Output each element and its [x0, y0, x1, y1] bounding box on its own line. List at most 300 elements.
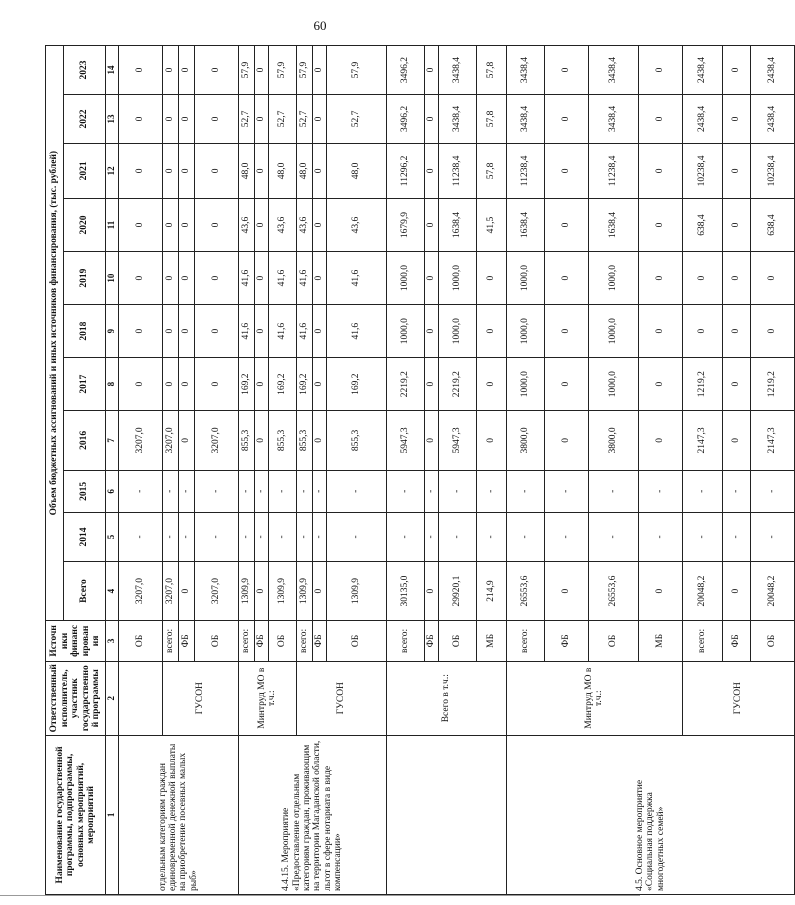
responsible-executor: Минтруд МО в т.ч.:	[506, 661, 682, 735]
column-number: 10	[106, 252, 119, 305]
year-value: -	[238, 513, 254, 562]
year-value: 48,0	[326, 143, 386, 198]
column-number: 5	[106, 513, 119, 562]
year-value: 0	[424, 411, 438, 470]
total-value: 1309,9	[326, 561, 386, 620]
year-value: 0	[544, 252, 588, 305]
year-value: 0	[162, 46, 178, 95]
year-value: 10238,4	[750, 143, 794, 198]
year-value: 169,2	[296, 358, 312, 411]
header-year: 2020	[64, 199, 106, 252]
funding-source: ФБ	[544, 621, 588, 661]
column-number: 8	[106, 358, 119, 411]
funding-source: ФБ	[312, 621, 326, 661]
funding-source: ФБ	[424, 621, 438, 661]
year-value: 2438,4	[682, 95, 722, 144]
year-value: 0	[424, 252, 438, 305]
year-value: 0	[312, 305, 326, 358]
year-value: -	[386, 470, 424, 512]
year-value: 1679,9	[386, 199, 424, 252]
year-value: 0	[722, 143, 750, 198]
year-value: 41,6	[268, 305, 296, 358]
year-value: 0	[178, 143, 194, 198]
year-value: 0	[638, 46, 682, 95]
year-value: 1000,0	[386, 305, 424, 358]
total-value: 0	[178, 561, 194, 620]
year-value: 2438,4	[682, 46, 722, 95]
year-value: 41,6	[296, 252, 312, 305]
column-number: 12	[106, 143, 119, 198]
measure-name: 4.4.15. Мероприятие «Предоставление отдельным категориям граждан, проживающим на территории Магаданской области, льгот в сфере нотариата в виде компенсации»	[238, 735, 386, 894]
header-year: 2016	[64, 411, 106, 470]
year-value: 0	[638, 358, 682, 411]
year-value: 0	[722, 358, 750, 411]
funding-source: ОБ	[194, 621, 238, 661]
year-value: 10238,4	[682, 143, 722, 198]
year-value: 1638,4	[506, 199, 544, 252]
year-value: 1219,2	[682, 358, 722, 411]
year-value: 0	[424, 143, 438, 198]
funding-source: ОБ	[268, 621, 296, 661]
year-value: 0	[254, 305, 268, 358]
year-value: 0	[178, 411, 194, 470]
year-value: 169,2	[238, 358, 254, 411]
year-value: 3496,2	[386, 46, 424, 95]
year-value: 11238,4	[588, 143, 638, 198]
year-value: 43,6	[268, 199, 296, 252]
year-value: 0	[682, 305, 722, 358]
year-value: -	[386, 513, 424, 562]
year-value: -	[312, 513, 326, 562]
measure-name: 4.5. Основное мероприятие «Социальная поддержка многодетных семей»	[506, 735, 794, 894]
total-value: 26553,6	[506, 561, 544, 620]
year-value: -	[722, 470, 750, 512]
year-value: 0	[118, 143, 162, 198]
total-value: 20048,2	[750, 561, 794, 620]
footer-rule	[0, 895, 640, 896]
year-value: -	[254, 470, 268, 512]
year-value: -	[296, 513, 312, 562]
year-value: 0	[476, 305, 506, 358]
year-value: 3438,4	[588, 95, 638, 144]
total-value: 30135,0	[386, 561, 424, 620]
year-value: 0	[312, 46, 326, 95]
year-value: 52,7	[296, 95, 312, 144]
year-value: 0	[162, 358, 178, 411]
year-value: 43,6	[326, 199, 386, 252]
year-value: -	[750, 513, 794, 562]
year-value: 0	[638, 411, 682, 470]
year-value: 0	[162, 252, 178, 305]
year-value: -	[178, 470, 194, 512]
responsible-executor	[118, 661, 162, 735]
year-value: 57,9	[326, 46, 386, 95]
table-row	[506, 46, 544, 895]
year-value: 638,4	[750, 199, 794, 252]
year-value: 0	[424, 199, 438, 252]
year-value: 57,9	[238, 46, 254, 95]
year-value: 0	[162, 143, 178, 198]
table-row	[386, 46, 424, 895]
total-value: 0	[544, 561, 588, 620]
funding-source: ОБ	[118, 621, 162, 661]
year-value: -	[268, 470, 296, 512]
funding-source: всего:	[386, 621, 424, 661]
column-number: 1	[106, 735, 119, 894]
year-value: 0	[424, 46, 438, 95]
funding-source: ОБ	[588, 621, 638, 661]
year-value: 0	[312, 95, 326, 144]
funding-source: ОБ	[326, 621, 386, 661]
funding-source: всего:	[162, 621, 178, 661]
year-value: 1000,0	[588, 358, 638, 411]
year-value: 0	[312, 143, 326, 198]
year-value: -	[544, 513, 588, 562]
year-value: 48,0	[238, 143, 254, 198]
year-value: 0	[476, 411, 506, 470]
column-number: 7	[106, 411, 119, 470]
year-value: 3496,2	[386, 95, 424, 144]
year-value: 1000,0	[438, 305, 476, 358]
total-value: 29920,1	[438, 561, 476, 620]
year-value: -	[194, 470, 238, 512]
year-value: 0	[118, 252, 162, 305]
year-value: -	[588, 513, 638, 562]
year-value: 43,6	[296, 199, 312, 252]
year-value: 0	[254, 95, 268, 144]
year-value: 52,7	[326, 95, 386, 144]
year-value: 169,2	[268, 358, 296, 411]
year-value: 0	[118, 305, 162, 358]
year-value: -	[750, 470, 794, 512]
column-number: 13	[106, 95, 119, 144]
funding-source: ФБ	[178, 621, 194, 661]
year-value: 11238,4	[438, 143, 476, 198]
year-value: 0	[544, 143, 588, 198]
year-value: 0	[424, 95, 438, 144]
year-value: 2438,4	[750, 95, 794, 144]
funding-source: всего:	[506, 621, 544, 661]
year-value: 48,0	[296, 143, 312, 198]
year-value: 0	[194, 305, 238, 358]
measure-name: отдельным категориям граждан единовременной денежной выплаты на приобретение посевных малых рыб»	[118, 735, 238, 894]
page-number: 60	[313, 18, 327, 33]
year-value: 0	[476, 252, 506, 305]
year-value: 0	[162, 199, 178, 252]
year-value: 0	[750, 252, 794, 305]
total-value: 1309,9	[238, 561, 254, 620]
responsible-executor: Всего в т.ч.:	[386, 661, 506, 735]
year-value: 0	[178, 199, 194, 252]
funding-source: ОБ	[750, 621, 794, 661]
year-value: -	[506, 513, 544, 562]
year-value: -	[162, 513, 178, 562]
total-value: 1309,9	[268, 561, 296, 620]
year-value: 1000,0	[506, 252, 544, 305]
year-value: 43,6	[238, 199, 254, 252]
year-value: 0	[312, 411, 326, 470]
year-value: 169,2	[326, 358, 386, 411]
year-value: 0	[194, 252, 238, 305]
year-value: 48,0	[268, 143, 296, 198]
year-value: 41,6	[326, 305, 386, 358]
total-value: 1309,9	[296, 561, 312, 620]
header-funding-caption: Объем бюджетных ассигнований и иных источников финансирования, (тыс. рублей)	[46, 46, 64, 621]
column-number: 9	[106, 305, 119, 358]
year-value: 0	[254, 199, 268, 252]
year-value: 1638,4	[438, 199, 476, 252]
year-value: 0	[722, 252, 750, 305]
year-value: 0	[424, 305, 438, 358]
year-value: 0	[638, 252, 682, 305]
responsible-executor: ГУСОН	[296, 661, 386, 735]
year-value: 0	[178, 305, 194, 358]
year-value: 0	[722, 95, 750, 144]
header-year: 2019	[64, 252, 106, 305]
year-value: 41,6	[238, 252, 254, 305]
year-value: 0	[162, 95, 178, 144]
year-value: 57,9	[268, 46, 296, 95]
year-value: 2219,2	[386, 358, 424, 411]
responsible-executor: Минтруд МО в т.ч.:	[238, 661, 296, 735]
year-value: -	[118, 470, 162, 512]
year-value: -	[312, 470, 326, 512]
year-value: 0	[544, 305, 588, 358]
header-year: 2021	[64, 143, 106, 198]
year-value: -	[682, 470, 722, 512]
year-value: 0	[118, 46, 162, 95]
year-value: -	[638, 513, 682, 562]
total-value: 3207,0	[118, 561, 162, 620]
total-value: 3207,0	[162, 561, 178, 620]
header-source: Источники финансирования	[46, 621, 106, 661]
year-value: 3800,0	[588, 411, 638, 470]
year-value: 638,4	[682, 199, 722, 252]
year-value: -	[254, 513, 268, 562]
year-value: 3207,0	[162, 411, 178, 470]
year-value: 1000,0	[588, 252, 638, 305]
year-value: 57,8	[476, 95, 506, 144]
total-value: 0	[722, 561, 750, 620]
year-value: 52,7	[268, 95, 296, 144]
column-number: 14	[106, 46, 119, 95]
year-value: -	[194, 513, 238, 562]
responsible-executor: ГУСОН	[682, 661, 794, 735]
year-value: 2219,2	[438, 358, 476, 411]
year-value: 0	[194, 143, 238, 198]
header-year: 2015	[64, 470, 106, 512]
year-value: 855,3	[326, 411, 386, 470]
year-value: -	[438, 470, 476, 512]
responsible-executor: ГУСОН	[162, 661, 238, 735]
header-year: 2023	[64, 46, 106, 95]
year-value: 0	[476, 358, 506, 411]
year-value: 0	[178, 358, 194, 411]
year-value: -	[424, 513, 438, 562]
measure-name	[386, 735, 506, 894]
year-value: 2438,4	[750, 46, 794, 95]
year-value: -	[544, 470, 588, 512]
year-value: 5947,3	[438, 411, 476, 470]
year-value: 0	[254, 358, 268, 411]
year-value: 41,6	[238, 305, 254, 358]
year-value: -	[476, 513, 506, 562]
year-value: 0	[682, 252, 722, 305]
rotated-page-content	[45, 25, 778, 895]
year-value: 41,6	[326, 252, 386, 305]
year-value: -	[722, 513, 750, 562]
year-value: 0	[118, 199, 162, 252]
table-row	[238, 46, 254, 895]
year-value: -	[476, 470, 506, 512]
year-value: -	[506, 470, 544, 512]
year-value: -	[438, 513, 476, 562]
year-value: 0	[638, 95, 682, 144]
year-value: 855,3	[238, 411, 254, 470]
year-value: 3438,4	[438, 95, 476, 144]
year-value: 0	[254, 411, 268, 470]
funding-source: всего:	[682, 621, 722, 661]
column-number: 11	[106, 199, 119, 252]
header-year: 2017	[64, 358, 106, 411]
year-value: 0	[544, 95, 588, 144]
year-value: 0	[638, 143, 682, 198]
year-value: 0	[722, 199, 750, 252]
year-value: -	[296, 470, 312, 512]
funding-source: ФБ	[722, 621, 750, 661]
year-value: 57,8	[476, 46, 506, 95]
year-value: 0	[194, 358, 238, 411]
year-value: 1638,4	[588, 199, 638, 252]
year-value: -	[682, 513, 722, 562]
total-value: 20048,2	[682, 561, 722, 620]
total-value: 214,9	[476, 561, 506, 620]
year-value: 52,7	[238, 95, 254, 144]
year-value: 57,8	[476, 143, 506, 198]
total-value: 0	[254, 561, 268, 620]
year-value: 0	[194, 95, 238, 144]
funding-source: всего:	[296, 621, 312, 661]
year-value: 0	[254, 252, 268, 305]
column-number: 4	[106, 561, 119, 620]
year-value: 0	[312, 199, 326, 252]
header-total: Всего	[64, 561, 106, 620]
year-value: 855,3	[268, 411, 296, 470]
table-body	[118, 46, 794, 895]
table-row	[118, 46, 162, 895]
year-value: 0	[118, 358, 162, 411]
year-value: 0	[722, 411, 750, 470]
year-value: 11296,2	[386, 143, 424, 198]
year-value: -	[638, 470, 682, 512]
total-value: 0	[424, 561, 438, 620]
year-value: 0	[638, 305, 682, 358]
year-value: 0	[178, 95, 194, 144]
year-value: 0	[544, 199, 588, 252]
year-value: -	[238, 470, 254, 512]
year-value: 3207,0	[194, 411, 238, 470]
year-value: 3438,4	[506, 95, 544, 144]
year-value: 0	[544, 46, 588, 95]
year-value: 1000,0	[506, 305, 544, 358]
year-value: 0	[722, 305, 750, 358]
year-value: 11238,4	[506, 143, 544, 198]
year-value: 3438,4	[438, 46, 476, 95]
column-number: 3	[106, 621, 119, 661]
year-value: -	[178, 513, 194, 562]
header-year: 2014	[64, 513, 106, 562]
total-value: 26553,6	[588, 561, 638, 620]
funding-source: МБ	[638, 621, 682, 661]
year-value: 0	[254, 46, 268, 95]
year-value: 0	[194, 199, 238, 252]
year-value: 1000,0	[438, 252, 476, 305]
year-value: 0	[178, 252, 194, 305]
year-value: 0	[178, 46, 194, 95]
column-number-row	[106, 46, 119, 895]
year-value: 855,3	[296, 411, 312, 470]
year-value: 0	[544, 411, 588, 470]
year-value: 0	[750, 305, 794, 358]
funding-source: ФБ	[254, 621, 268, 661]
year-value: 41,6	[296, 305, 312, 358]
year-value: -	[588, 470, 638, 512]
header-year: 2022	[64, 95, 106, 144]
funding-source: МБ	[476, 621, 506, 661]
year-value: 2147,3	[682, 411, 722, 470]
total-value: 0	[638, 561, 682, 620]
year-value: 57,9	[296, 46, 312, 95]
year-value: 3438,4	[506, 46, 544, 95]
year-value: 0	[194, 46, 238, 95]
year-value: 0	[118, 95, 162, 144]
year-value: -	[162, 470, 178, 512]
year-value: 1000,0	[588, 305, 638, 358]
year-value: 0	[424, 358, 438, 411]
header-responsible: Ответственный исполнитель, участник государственной программы	[46, 661, 106, 735]
year-value: -	[118, 513, 162, 562]
total-value: 0	[312, 561, 326, 620]
year-value: 3438,4	[588, 46, 638, 95]
year-value: 0	[638, 199, 682, 252]
year-value: 41,6	[268, 252, 296, 305]
year-value: -	[268, 513, 296, 562]
funding-table	[45, 45, 795, 895]
year-value: 0	[162, 305, 178, 358]
header-year: 2018	[64, 305, 106, 358]
year-value: 1000,0	[386, 252, 424, 305]
year-value: 3207,0	[118, 411, 162, 470]
year-value: 2147,3	[750, 411, 794, 470]
year-value: 0	[254, 143, 268, 198]
year-value: 3800,0	[506, 411, 544, 470]
header-name: Наименование государственной программы, подпрограммы, основных мероприятий, мероприятий	[46, 735, 106, 894]
funding-source: ОБ	[438, 621, 476, 661]
funding-source: всего:	[238, 621, 254, 661]
column-number: 6	[106, 470, 119, 512]
year-value: -	[326, 513, 386, 562]
year-value: -	[424, 470, 438, 512]
year-value: -	[326, 470, 386, 512]
total-value: 3207,0	[194, 561, 238, 620]
year-value: 1000,0	[506, 358, 544, 411]
year-value: 0	[544, 358, 588, 411]
year-value: 0	[312, 358, 326, 411]
year-value: 5947,3	[386, 411, 424, 470]
column-number: 2	[106, 661, 119, 735]
year-value: 1219,2	[750, 358, 794, 411]
year-value: 0	[722, 46, 750, 95]
